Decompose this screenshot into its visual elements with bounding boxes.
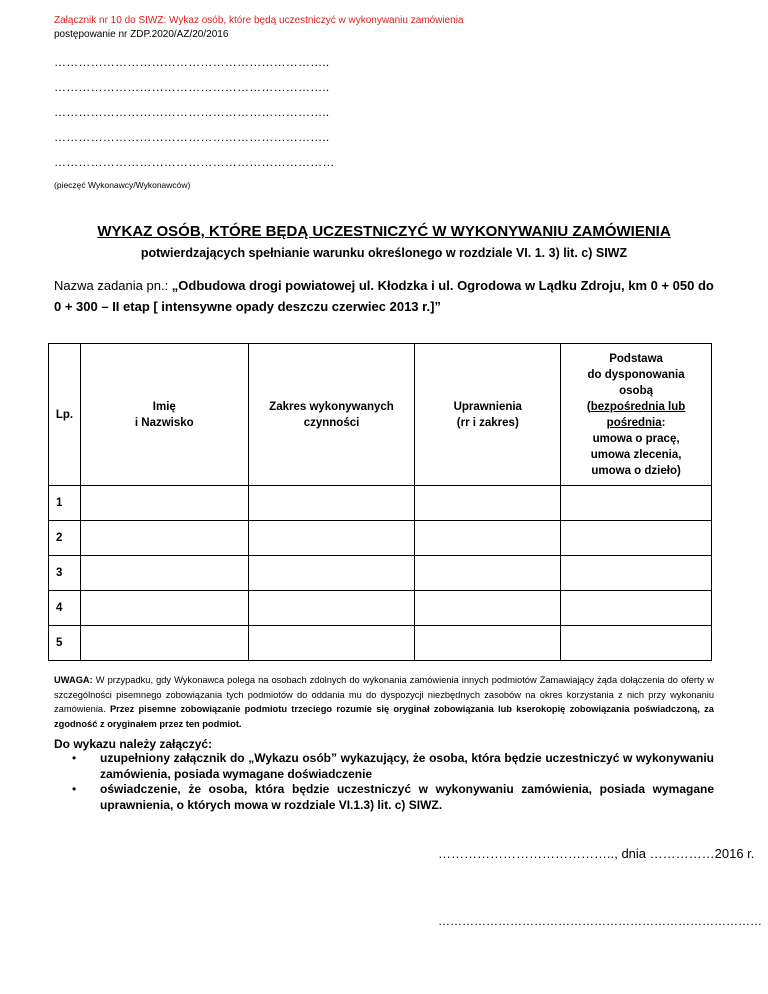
stamp-caption: (pieczęć Wykonawcy/Wykonawców) — [54, 180, 191, 190]
table-header-row — [49, 344, 712, 486]
row-number: 2 — [49, 521, 81, 556]
signature-line[interactable]: ……………………………………………………………………… — [438, 914, 762, 928]
note-text: W przypadku, gdy Wykonawca polega na osobach zdolnych do wykonania zamówienia innych podmiotów Zamawiający żąda dołączenia do oferty w szczególności pisemnego zobowiązania tych podmiotów do oddania mu do dyspozycji niezbędnych zasobów na okres korzystania z nich przy wykonaniu zamówienia. — [54, 675, 714, 714]
row-number: 5 — [49, 626, 81, 661]
task-prefix: Nazwa zadania pn.: — [54, 278, 172, 293]
cell-rights[interactable] — [415, 591, 561, 626]
cell-name[interactable] — [80, 556, 248, 591]
cell-scope[interactable] — [248, 521, 415, 556]
procedure-number: postępowanie nr ZDP.2020/AZ/20/2016 — [54, 29, 229, 40]
task-name: „Odbudowa drogi powiatowej ul. Kłodzka i ul. Ogrodowa w Lądku Zdroju, km 0 + 050 do 0 + 300 – II etap [ intensywne opady deszczu czerwiec 2013 r.]” — [54, 278, 714, 314]
cell-rights[interactable] — [415, 556, 561, 591]
note-label: UWAGA: — [54, 675, 93, 685]
cell-basis[interactable] — [561, 556, 712, 591]
table-row — [49, 486, 712, 521]
stamp-dot-line: ………………………………………………………….. — [54, 105, 330, 119]
cell-basis[interactable] — [561, 626, 712, 661]
list-item: • oświadczenie, że osoba, która będzie uczestniczyć w wykonywaniu zamówienia, posiada wymagane uprawnienia, o których mowa w rozdziale VI.1.3) lit. c) SIWZ. — [72, 782, 714, 812]
col-header-scope: Zakres wykonywanych czynności — [248, 344, 415, 486]
cell-scope[interactable] — [248, 591, 415, 626]
cell-basis[interactable] — [561, 591, 712, 626]
cell-name[interactable] — [80, 626, 248, 661]
stamp-dot-line: ………………………………………………………….. — [54, 80, 330, 94]
document-subtitle: potwierdzających spełnianie warunku określonego w rozdziale VI. 1. 3) lit. c) SIWZ — [140, 246, 628, 260]
note-paragraph — [54, 673, 714, 731]
task-name-paragraph — [54, 275, 714, 317]
cell-basis[interactable] — [561, 521, 712, 556]
cell-name[interactable] — [80, 591, 248, 626]
date-line[interactable]: ………………………………….., dnia ……………2016 r. — [438, 846, 755, 861]
cell-name[interactable] — [80, 521, 248, 556]
stamp-dot-line: …………………………………………………………… — [54, 155, 335, 169]
cell-name[interactable] — [80, 486, 248, 521]
cell-rights[interactable] — [415, 626, 561, 661]
cell-scope[interactable] — [248, 486, 415, 521]
stamp-dot-line: ………………………………………………………….. — [54, 130, 330, 144]
note-bold-text: Przez pisemne zobowiązanie podmiotu trzeciego rozumie się oryginał zobowiązania lub kserokopię zobowiązania poświadczoną, za zgodność z oryginałem przez ten podmiot. — [54, 704, 714, 729]
attachments-heading: Do wykazu należy załączyć: — [54, 737, 213, 751]
cell-basis[interactable] — [561, 486, 712, 521]
stamp-dot-line: ………………………………………………………….. — [54, 55, 330, 69]
table-row — [49, 591, 712, 626]
cell-scope[interactable] — [248, 556, 415, 591]
bullet-icon: • — [72, 751, 77, 765]
cell-rights[interactable] — [415, 521, 561, 556]
col-header-lp: Lp. — [49, 344, 81, 486]
col-header-name: Imię i Nazwisko — [80, 344, 248, 486]
document-title: WYKAZ OSÓB, KTÓRE BĘDĄ UCZESTNICZYĆ W WYKONYWANIU ZAMÓWIENIA — [97, 223, 671, 240]
row-number: 4 — [49, 591, 81, 626]
list-item: • uzupełniony załącznik do „Wykazu osób” wykazujący, że osoba, która będzie uczestniczyć w wykonywaniu zamówienia, posiada wymagane doświadczenie — [72, 751, 714, 781]
table-row — [49, 556, 712, 591]
col-header-rights: Uprawnienia (rr i zakres) — [415, 344, 561, 486]
col-header-basis: Podstawa do dysponowania osobą (bezpośrednia lub pośrednia: umowa o pracę, umowa zlecenia, umowa o dzieło) — [561, 344, 712, 486]
table-row — [49, 626, 712, 661]
attachment-header: Załącznik nr 10 do SIWZ: Wykaz osób, które będą uczestniczyć w wykonywaniu zamówienia — [54, 15, 464, 26]
table-row — [49, 521, 712, 556]
row-number: 1 — [49, 486, 81, 521]
attachments-list — [54, 751, 714, 813]
bullet-icon: • — [72, 782, 77, 796]
cell-rights[interactable] — [415, 486, 561, 521]
cell-scope[interactable] — [248, 626, 415, 661]
persons-table — [48, 343, 712, 661]
row-number: 3 — [49, 556, 81, 591]
